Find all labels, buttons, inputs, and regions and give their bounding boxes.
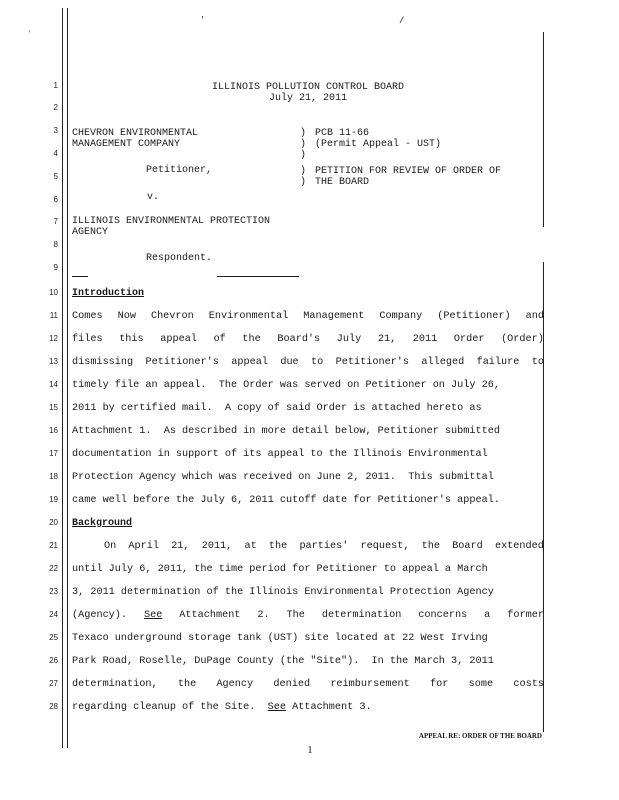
background-line: Texaco underground storage tank (UST) site located at 22 West Irving	[72, 633, 488, 644]
line-number: 14	[49, 380, 58, 389]
heading-background: Background	[72, 518, 133, 529]
line-number: 12	[49, 334, 58, 343]
heading-introduction: Introduction	[72, 288, 145, 299]
line-number: 27	[49, 679, 58, 688]
line-number: 10	[49, 288, 58, 297]
background-line: On April 21, 2011, at the parties' request, the Board extended	[104, 541, 544, 552]
order-date: July 21, 2011	[268, 93, 347, 104]
petition-title-line1: PETITION FOR REVIEW OF ORDER OF	[315, 166, 502, 177]
stray-mark: '	[200, 16, 205, 25]
line-number: 22	[49, 564, 58, 573]
intro-line: Protection Agency which was received on June 2, 2011. This submittal	[72, 472, 494, 483]
line-number: 6	[53, 195, 58, 204]
stray-mark: '	[28, 30, 32, 37]
board-name: ILLINOIS POLLUTION CONTROL BOARD	[211, 82, 405, 93]
line-number: 9	[53, 263, 58, 272]
caption-rule-short	[72, 276, 88, 277]
line-number: 17	[49, 449, 58, 458]
line-number: 4	[53, 149, 58, 158]
intro-line: Attachment 1. As described in more detail below, Petitioner submitted	[72, 426, 500, 437]
caption-paren: )	[300, 177, 307, 188]
respondent-role: Respondent.	[146, 253, 213, 264]
line-number: 1	[53, 81, 58, 90]
petitioner-name-line1: CHEVRON ENVIRONMENTAL	[72, 128, 199, 139]
line-number: 13	[49, 357, 58, 366]
margin-rule-right-top	[543, 32, 544, 227]
stray-mark: /	[399, 16, 405, 26]
intro-line: Comes Now Chevron Environmental Management Company (Petitioner) and	[72, 311, 544, 322]
case-number: PCB 11-66	[315, 128, 370, 139]
line-number: 5	[53, 172, 58, 181]
page-number: 1	[307, 744, 313, 756]
background-line: until July 6, 2011, the time period for Petitioner to appeal a March	[72, 564, 488, 575]
margin-rule-left-inner	[67, 8, 68, 748]
background-line: (Agency). See Attachment 2. The determination concerns a former	[72, 610, 544, 621]
intro-line: 2011 by certified mail. A copy of said Order is attached hereto as	[72, 403, 482, 414]
margin-rule-left-outer	[62, 8, 63, 748]
case-type: (Permit Appeal - UST)	[315, 139, 442, 150]
petitioner-name-line2: MANAGEMENT COMPANY	[72, 139, 181, 150]
caption-paren: )	[300, 150, 307, 161]
line-number: 15	[49, 403, 58, 412]
background-line: determination, the Agency denied reimbursement for some costs	[72, 679, 544, 690]
line-number: 19	[49, 495, 58, 504]
footer-caption: APPEAL RE: ORDER OF THE BOARD	[418, 732, 542, 740]
caption-paren: )	[300, 139, 307, 150]
background-line: Park Road, Roselle, DuPage County (the "Site"). In the March 3, 2011	[72, 656, 494, 667]
respondent-name-line1: ILLINOIS ENVIRONMENTAL PROTECTION	[72, 216, 271, 227]
line-number: 21	[49, 541, 58, 550]
line-number: 26	[49, 656, 58, 665]
see-signal: See	[267, 702, 286, 713]
intro-line: came well before the July 6, 2011 cutoff date for Petitioner's appeal.	[72, 495, 500, 506]
intro-line: timely file an appeal. The Order was served on Petitioner on July 26,	[72, 380, 500, 391]
line-number: 20	[49, 518, 58, 527]
respondent-name-line2: AGENCY	[72, 227, 109, 238]
line-number: 25	[49, 633, 58, 642]
versus: v.	[147, 192, 160, 203]
intro-line: documentation in support of its appeal to the Illinois Environmental	[72, 449, 488, 460]
line-number: 8	[53, 240, 58, 249]
line-number: 23	[49, 587, 58, 596]
see-signal: See	[143, 610, 163, 621]
line-number: 28	[49, 702, 58, 711]
background-line: 3, 2011 determination of the Illinois Environmental Protection Agency	[72, 587, 494, 598]
caption-paren: )	[300, 166, 307, 177]
intro-line: dismissing Petitioner's appeal due to Petitioner's alleged failure to	[72, 357, 544, 368]
line-number: 3	[53, 126, 58, 135]
line-number: 24	[49, 610, 58, 619]
intro-line: files this appeal of the Board's July 21, 2011 Order (Order)	[72, 334, 544, 345]
petitioner-role: Petitioner,	[146, 165, 213, 176]
line-number: 11	[49, 311, 58, 320]
line-number: 7	[53, 217, 58, 226]
caption-paren: )	[300, 128, 307, 139]
caption-rule	[217, 276, 299, 277]
petition-title-line2: THE BOARD	[315, 177, 370, 188]
line-number: 2	[53, 103, 58, 112]
margin-rule-right	[543, 262, 544, 732]
line-number: 16	[49, 426, 58, 435]
background-line: regarding cleanup of the Site. See Attachment 3.	[72, 702, 372, 713]
line-number: 18	[49, 472, 58, 481]
